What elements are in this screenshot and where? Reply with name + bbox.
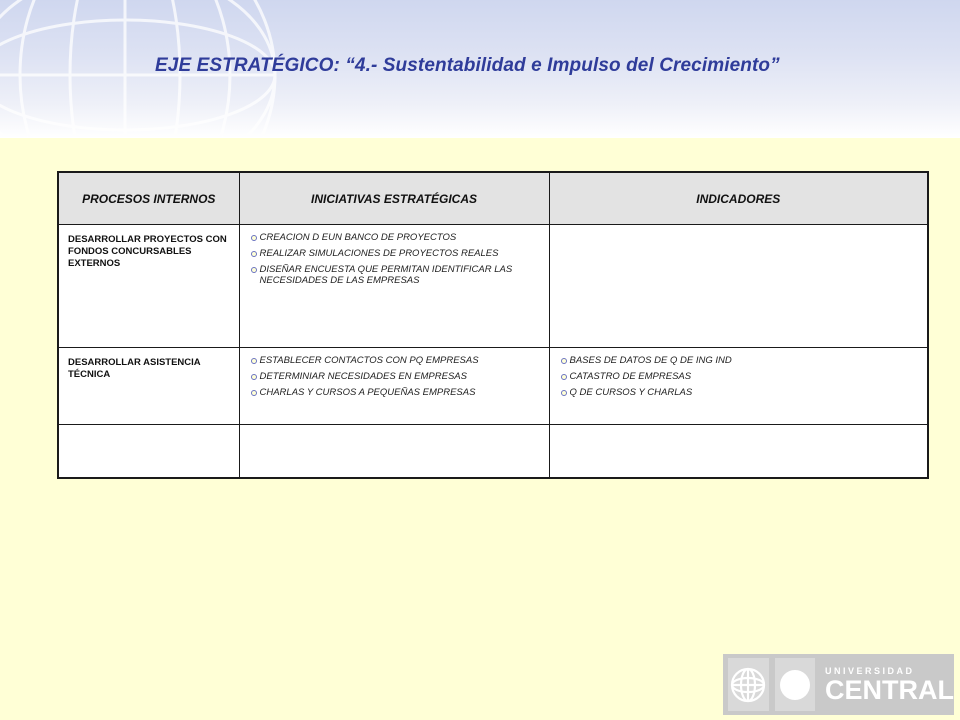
list-item [251,371,540,382]
bullet-icon [251,235,257,241]
table-row [58,425,928,479]
iniciativas-cell [239,348,549,425]
table-row [58,225,928,348]
header-iniciativas: INICIATIVAS ESTRATÉGICAS [239,172,549,225]
list-item [561,371,919,382]
indicador-text: CATASTRO DE EMPRESAS [569,371,692,382]
proceso-cell [58,348,239,425]
logo-line-central: CENTRAL [825,674,954,705]
indicador-text: Q DE CURSOS Y CHARLAS [569,387,693,398]
indicador-text: BASES DE DATOS DE Q DE ING IND [569,355,732,366]
list-item [251,232,540,243]
page-title: EJE ESTRATÉGICO: “4.- Sustentabilidad e Impulso del Crecimiento” [155,55,780,76]
bullet-icon [251,374,257,380]
indicadores-list [551,349,927,398]
table-header-row [58,172,928,225]
bullet-icon [561,358,567,364]
bullet-icon [251,358,257,364]
table-row [58,348,928,425]
empty-cell [58,425,239,479]
iniciativas-list [241,226,548,286]
iniciativas-cell [239,225,549,348]
list-item [251,264,540,286]
iniciativa-text: DETERMINIAR NECESIDADES EN EMPRESAS [259,371,467,382]
empty-cell [239,425,549,479]
globe-icon [728,665,768,705]
bullet-icon [251,251,257,257]
university-logo [723,654,954,715]
indicadores-cell [549,225,928,348]
list-item [251,387,540,398]
bullet-icon [251,267,257,273]
iniciativa-text: CHARLAS Y CURSOS A PEQUEÑAS EMPRESAS [259,387,476,398]
bullet-icon [561,390,567,396]
logo-line-universidad: UNIVERSIDAD [825,665,915,676]
list-item [251,248,540,259]
logo-text [825,666,954,704]
header-band [0,0,960,138]
bullet-icon [561,374,567,380]
iniciativa-text: ESTABLECER CONTACTOS CON PQ EMPRESAS [259,355,479,366]
circle-icon [775,665,815,705]
iniciativas-list [241,349,548,398]
proceso-text: DESARROLLAR ASISTENCIA TÉCNICA [68,357,201,380]
list-item [251,355,540,366]
header-procesos: PROCESOS INTERNOS [58,172,239,225]
iniciativa-text: DISEÑAR ENCUESTA QUE PERMITAN IDENTIFICAR LAS NECESIDADES DE LAS EMPRESAS [259,264,513,286]
iniciativa-text: REALIZAR SIMULACIONES DE PROYECTOS REALES [259,248,499,259]
iniciativa-text: CREACION D EUN BANCO DE PROYECTOS [259,232,457,243]
strategy-table [57,171,929,479]
logo-globe-box [728,658,769,711]
list-item [561,355,919,366]
list-item [561,387,919,398]
indicadores-cell [549,348,928,425]
logo-circle-box [775,658,816,711]
proceso-text: DESARROLLAR PROYECTOS CON FONDOS CONCURSABLES EXTERNOS [68,234,227,269]
bullet-icon [251,390,257,396]
header-indicadores: INDICADORES [549,172,928,225]
empty-cell [549,425,928,479]
proceso-cell [58,225,239,348]
